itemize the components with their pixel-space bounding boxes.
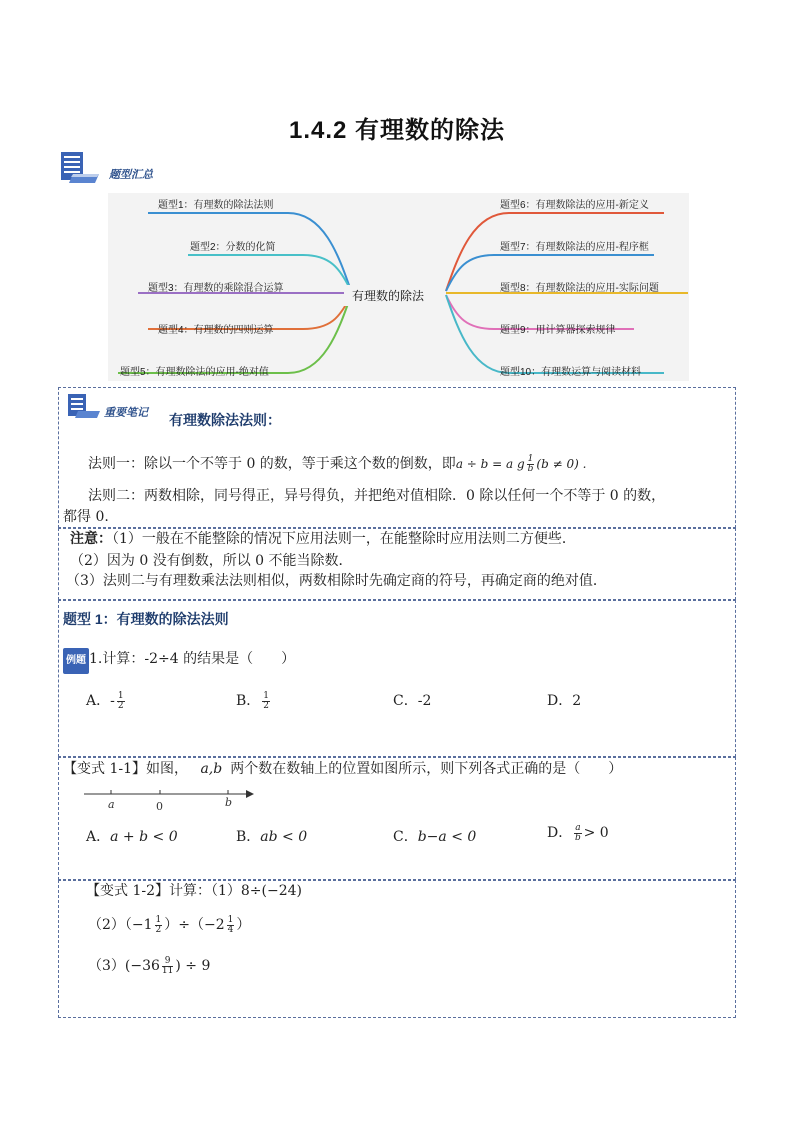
v12-line2	[88, 914, 250, 936]
v12-line3a: （3）(−36	[88, 958, 160, 974]
q1-option-a[interactable]	[86, 690, 127, 711]
v11-option-a-label: A．	[86, 829, 111, 845]
v12-line3b: ) ÷ 9	[175, 958, 211, 974]
rule1-formula-mid: g	[516, 457, 525, 471]
v12-line2c: ）	[236, 917, 251, 933]
mindmap	[108, 193, 689, 381]
v12-frac1	[155, 916, 163, 935]
numberline-a: a	[108, 798, 115, 811]
section-label: 题型汇总	[109, 169, 153, 181]
v11-option-d-frac	[574, 824, 581, 843]
frac-den: 11	[161, 965, 174, 976]
v11-option-b-label: B．	[236, 829, 261, 845]
mm-node-left-3: 题型3：有理数的乘除混合运算	[148, 283, 284, 294]
variant11-question	[63, 758, 622, 780]
q1-text: 1.计算：-2÷4 的结果是（ ）	[89, 651, 296, 667]
arrow-right-icon	[246, 790, 254, 798]
v12-line1: 【变式 1-2】计算：（1）8÷(−24)	[86, 883, 303, 899]
v12-frac2	[227, 916, 235, 935]
v11-option-c[interactable]	[393, 826, 476, 846]
v11-option-d-expr: > 0	[583, 825, 609, 841]
v11-option-a[interactable]	[86, 826, 178, 846]
q1-option-a-frac	[117, 692, 125, 711]
v11-option-d[interactable]	[547, 822, 609, 843]
v12-line2a: （2）（−1	[88, 917, 153, 933]
rule1-line	[88, 453, 586, 475]
mm-node-right-3: 题型8：有理数除法的应用-实际问题	[500, 283, 659, 294]
type1-heading: 题型 1：有理数的除法法则	[63, 611, 229, 627]
notebook-icon	[66, 392, 102, 420]
frac-den: 2	[155, 924, 162, 935]
frac-num: 1	[117, 690, 124, 701]
rule1-text: 法则一：除以一个不等于 0 的数，等于乘这个数的倒数，即	[88, 456, 456, 472]
mm-node-left-4: 题型4：有理数的四则运算	[158, 325, 274, 336]
v12-line2b: ）÷（−2	[164, 917, 225, 933]
mm-node-right-1: 题型6：有理数除法的应用-新定义	[500, 200, 649, 211]
rule1-fraction	[527, 455, 535, 474]
v11-option-b[interactable]	[236, 826, 307, 846]
frac-den: 2	[263, 700, 270, 711]
v11-prefix: 【变式 1-1】如图，	[63, 761, 188, 777]
attention-label: 注意：	[70, 531, 112, 547]
v11-option-b-expr: ab < 0	[260, 829, 308, 845]
mm-node-right-5: 题型10：有理数运算与阅读材料	[500, 367, 642, 378]
v11-suffix: 两个数在数轴上的位置如图所示，则下列各式正确的是（ ）	[230, 761, 623, 777]
attention-2: （2）因为 0 没有倒数，所以 0 不能当除数．	[70, 553, 353, 569]
frac-num: 1	[227, 914, 234, 925]
frac-den: b	[575, 832, 581, 843]
mm-node-left-5: 题型5：有理数除法的应用-绝对值	[120, 367, 269, 378]
rule1-formula-left: a ÷ b = a	[455, 457, 517, 471]
v11-option-a-expr: a + b < 0	[110, 829, 178, 845]
example-q1	[63, 648, 295, 674]
v11-option-c-label: C．	[393, 829, 418, 845]
q1-option-d[interactable]: D．2	[547, 693, 582, 709]
numberline-zero: 0	[156, 800, 163, 813]
mm-node-right-4: 题型9：用计算器探索规律	[500, 325, 616, 336]
book-stack-icon	[59, 150, 101, 186]
frac-num: a	[575, 822, 581, 833]
mm-node-left-2: 题型2：分数的化简	[190, 242, 276, 253]
q1-option-a-label: A．-	[86, 693, 115, 709]
mm-node-left-1: 题型1：有理数的除法法则	[158, 200, 274, 211]
v11-option-d-label: D．	[547, 825, 573, 841]
v12-line3	[88, 955, 210, 977]
frac-num: 1	[155, 914, 162, 925]
numberline-b: b	[225, 796, 233, 809]
rule2-line1: 法则二：两数相除，同号得正，异号得负，并把绝对值相除．0 除以任何一个不等于 0 的数，	[88, 488, 666, 504]
frac-den: 2	[117, 700, 124, 711]
attention-line1	[70, 528, 576, 550]
frac-num: 9	[162, 957, 173, 967]
v11-vars: a,b	[200, 761, 223, 777]
attention-3: （3）法则二与有理数乘法法则相似，两数相除时先确定商的符号，再确定商的绝对值．	[66, 573, 607, 589]
q1-option-c[interactable]: C．-2	[393, 693, 432, 709]
rule1-formula-right: (b ≠ 0) .	[536, 457, 587, 471]
notes-badge: 重要笔记	[104, 407, 148, 419]
number-line	[80, 786, 260, 814]
rule1-frac-num: 1	[527, 453, 534, 464]
page-title: 1.4.2 有理数的除法	[288, 117, 506, 144]
example-badge: 例题	[63, 648, 89, 674]
rule2-line2: 都得 0.	[63, 509, 109, 525]
mm-node-right-2: 题型7：有理数除法的应用-程序框	[500, 242, 649, 253]
v11-option-c-expr: b−a < 0	[417, 829, 477, 845]
attention-1: （1）一般在不能整除的情况下应用法则一，在能整除时应用法则二方便些．	[112, 531, 576, 547]
notes-heading: 有理数除法法则：	[169, 412, 281, 428]
mm-center: 有理数的除法	[344, 285, 432, 306]
q1-option-b-frac	[262, 692, 270, 711]
v12-frac3	[162, 957, 173, 976]
frac-num: 1	[263, 690, 270, 701]
q1-option-b-label: B．	[236, 693, 261, 709]
frac-den: 4	[227, 924, 234, 935]
q1-option-b[interactable]	[236, 690, 272, 711]
rule1-frac-den: b	[527, 463, 534, 474]
